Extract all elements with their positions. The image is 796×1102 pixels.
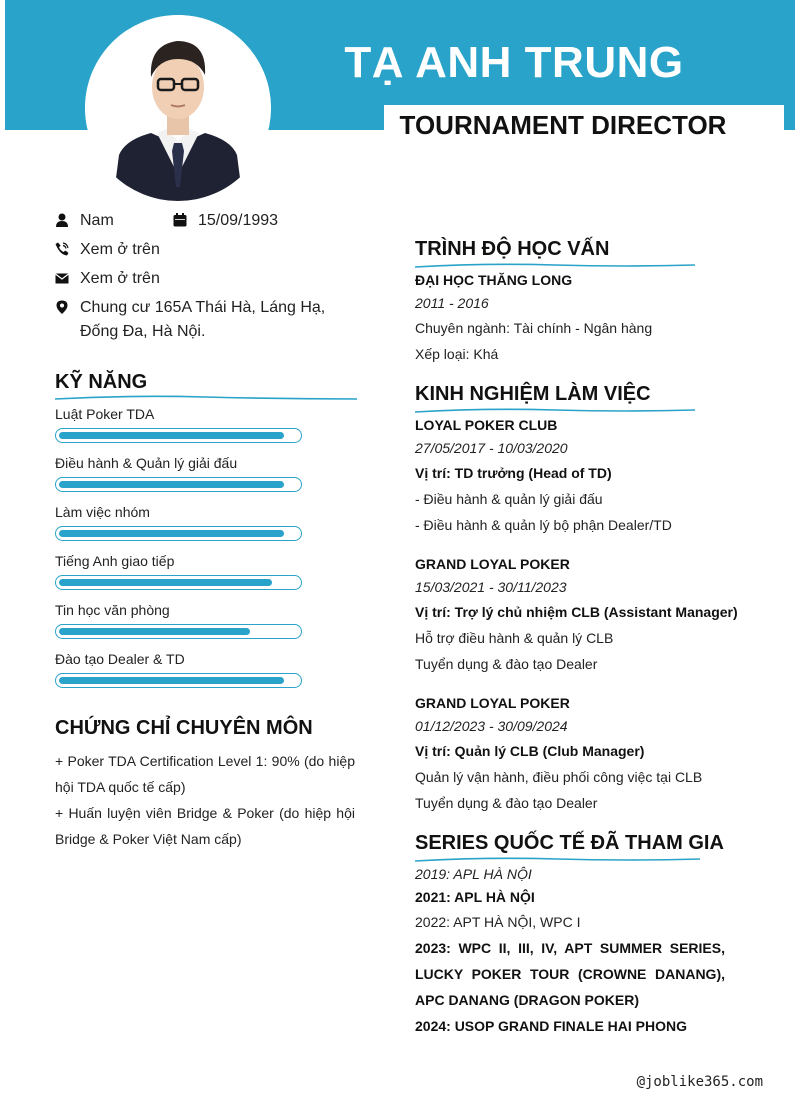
- job-detail: Tuyển dụng & đào tạo Dealer: [415, 795, 598, 811]
- skill-bar: [55, 428, 302, 443]
- address-line-2: Đống Đa, Hà Nội.: [80, 323, 206, 340]
- phone-icon: [55, 242, 69, 256]
- job-period: 01/12/2023 - 30/09/2024: [415, 718, 568, 734]
- skill-bar-fill: [59, 628, 250, 635]
- skill-label: Tin học văn phòng: [55, 602, 170, 618]
- education-period: 2011 - 2016: [415, 295, 489, 311]
- footer-handle: @joblike365.com: [636, 1074, 763, 1090]
- skill-bar: [55, 526, 302, 541]
- user-icon: [55, 213, 69, 227]
- series-item: 2022: APT HÀ NỘI, WPC I: [415, 914, 581, 930]
- series-underline: [415, 855, 700, 863]
- skill-bar: [55, 477, 302, 492]
- birthday-value: 15/09/1993: [198, 212, 279, 229]
- job-company: GRAND LOYAL POKER: [415, 695, 570, 711]
- skill-label: Luật Poker TDA: [55, 406, 155, 422]
- skill-bar: [55, 673, 302, 688]
- experience-title: KINH NGHIỆM LÀM VIỆC: [415, 383, 651, 405]
- job-position: Vị trí: Quản lý CLB (Club Manager): [415, 743, 645, 759]
- skill-bar: [55, 624, 302, 639]
- series-item: 2023: WPC II, III, IV, APT SUMMER SERIES, LUCKY POKER TOUR (CROWNE DANANG), APC DANANG (DRAGON POKER): [415, 940, 725, 1008]
- education-major: Chuyên ngành: Tài chính - Ngân hàng: [415, 320, 653, 336]
- certificates-title: CHỨNG CHỈ CHUYÊN MÔN: [55, 717, 313, 739]
- job-company: GRAND LOYAL POKER: [415, 556, 570, 572]
- experience-underline: [415, 406, 695, 414]
- skills-title: KỸ NĂNG: [55, 371, 148, 393]
- education-title: TRÌNH ĐỘ HỌC VẤN: [415, 238, 610, 260]
- skill-bar: [55, 575, 302, 590]
- education-grade: Xếp loại: Khá: [415, 346, 499, 362]
- job-period: 27/05/2017 - 10/03/2020: [415, 440, 568, 456]
- series-item: 2021: APL HÀ NỘI: [415, 889, 535, 905]
- skill-bar-fill: [59, 579, 272, 586]
- avatar: [85, 15, 271, 201]
- job-title: TOURNAMENT DIRECTOR: [399, 110, 727, 140]
- series-item: 2019: APL HÀ NỘI: [415, 866, 532, 882]
- skill-label: Làm việc nhóm: [55, 504, 150, 520]
- envelope-icon: [55, 271, 69, 285]
- skill-bar-fill: [59, 530, 284, 537]
- job-position: Vị trí: Trợ lý chủ nhiệm CLB (Assistant Manager): [415, 604, 738, 620]
- job-company: LOYAL POKER CLUB: [415, 417, 558, 433]
- gender-value: Nam: [80, 212, 114, 229]
- series-title: SERIES QUỐC TẾ ĐÃ THAM GIA: [415, 832, 724, 854]
- skills-underline: [55, 394, 357, 402]
- skill-label: Đào tạo Dealer & TD: [55, 651, 185, 667]
- address-line-1: Chung cư 165A Thái Hà, Láng Hạ,: [80, 299, 326, 316]
- series-item: 2024: USOP GRAND FINALE HAI PHONG: [415, 1018, 688, 1034]
- job-detail: - Điều hành & quản lý giải đấu: [415, 491, 603, 507]
- certificate-item: + Poker TDA Certification Level 1: 90% (do hiệp hội TDA quốc tế cấp): [55, 753, 355, 795]
- person-name: TẠ ANH TRUNG: [344, 38, 684, 87]
- skill-bar-fill: [59, 481, 284, 488]
- certificate-item: + Huấn luyện viên Bridge & Poker (do hiệp hội Bridge & Poker Việt Nam cấp): [55, 805, 355, 847]
- skill-bar-fill: [59, 432, 284, 439]
- education-underline: [415, 261, 695, 269]
- job-period: 15/03/2021 - 30/11/2023: [415, 579, 567, 595]
- job-detail: Hỗ trợ điều hành & quản lý CLB: [415, 630, 614, 646]
- email-value: Xem ở trên: [80, 270, 160, 287]
- phone-value: Xem ở trên: [80, 241, 160, 258]
- education-school: ĐẠI HỌC THĂNG LONG: [415, 272, 573, 288]
- job-position: Vị trí: TD trưởng (Head of TD): [415, 465, 612, 481]
- job-detail: Quản lý vận hành, điều phối công việc tại CLB: [415, 769, 703, 785]
- job-detail: Tuyển dụng & đào tạo Dealer: [415, 656, 598, 672]
- skill-label: Điều hành & Quản lý giải đấu: [55, 455, 238, 471]
- map-pin-icon: [55, 300, 69, 314]
- skill-label: Tiếng Anh giao tiếp: [55, 553, 175, 569]
- job-detail: - Điều hành & quản lý bộ phận Dealer/TD: [415, 517, 672, 533]
- skill-bar-fill: [59, 677, 284, 684]
- calendar-icon: [173, 213, 187, 227]
